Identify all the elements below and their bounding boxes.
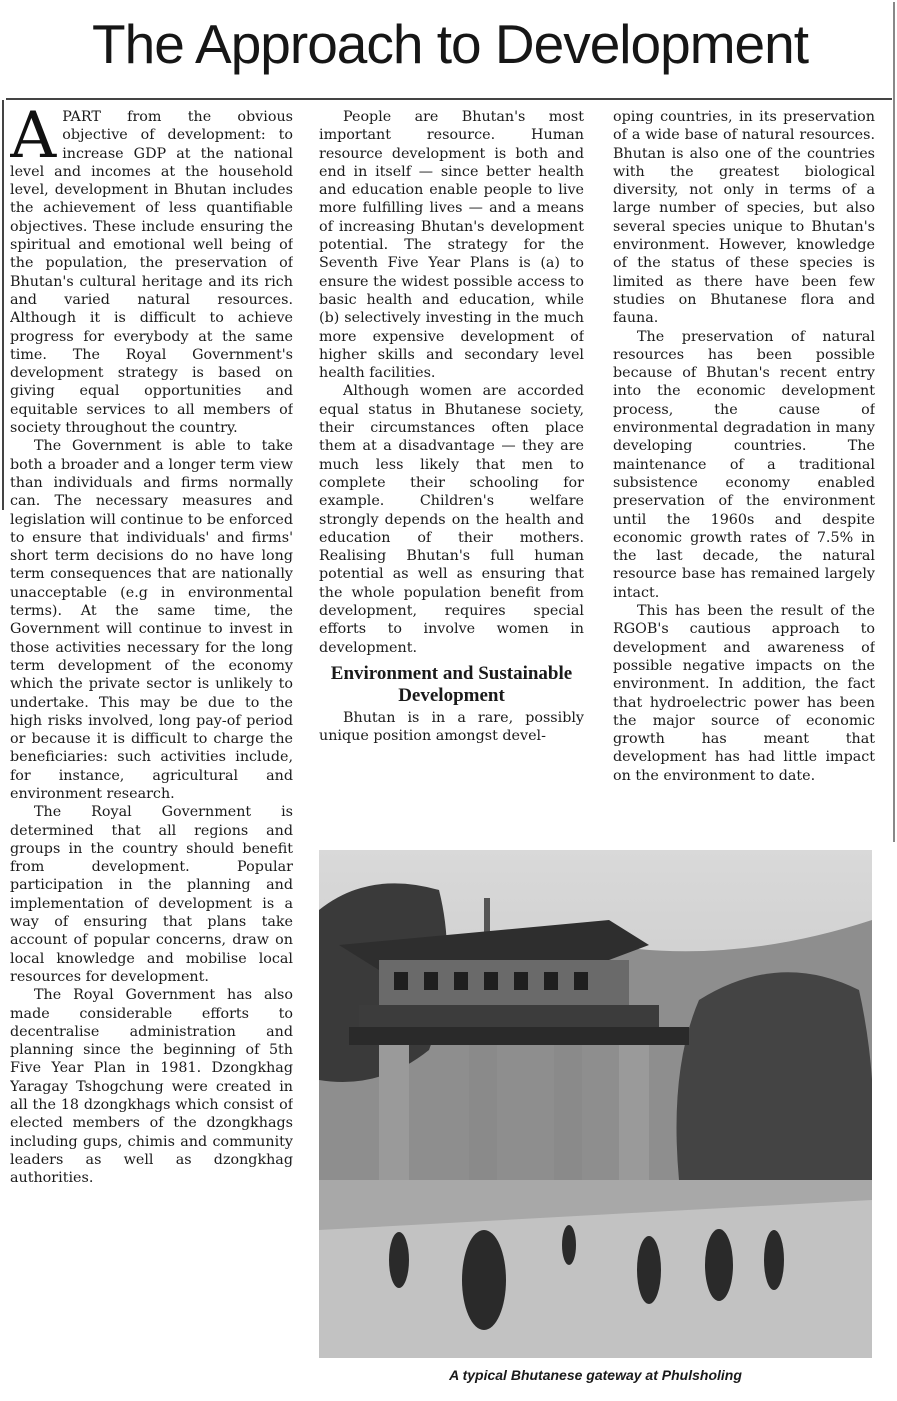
gateway-photo [319,850,872,1358]
article-paragraph: The Royal Government has also made considerable efforts to decentralise administration and planning since the beginning of 5th Five Year Plan in 1981. Dzongkhag Yaragay Tshogchung were created in all the 18 dzongkhags which consist of elected members of the dzongkhags including gups, chimis and community leaders as well as dzongkhag authorities. [10,987,293,1187]
paragraph-text: PART from the obvious objective of development: to increase GDP at the national level and incomes at the household level, development in Bhutan includes the achievement of less quantifiable objectives. These include ensuring the spiritual and emotional well being of the population, the preservation of Bhutan's cultural heritage and its rich and varied natural resources. Although it is difficult to achieve progress for everybody at the same time. The Royal Government's development strategy is based on giving equal opportunities and equitable services to all members of society throughout the country. [10,109,293,437]
left-border [2,100,4,510]
drop-cap: A [10,108,57,173]
article-paragraph: Although women are accorded equal status in Bhutanese society, their circumstances often place them at a disadvantage — they are much less likely that men to complete their schooling for example. Children's welfare strongly depends on the health and education of their mothers. Realising Bhutan's full human potential as well as ensuring that the whole population benefit from development, requires special efforts to involve women in development. [319,383,584,656]
tree-right [677,972,873,1180]
article-paragraph: Bhutan is in a rare, possibly unique position amongst devel- [319,709,584,745]
gateway-frieze [379,960,629,1005]
article-paragraph: The Royal Government is determined that all regions and groups in the country should benefit from development. Popular participation in the planning and implementation of development is a way of ensuring that plans take account of popular concerns, draw on local knowledge and mobilise local resources for development. [10,804,293,985]
article-paragraph: The preservation of natural resources has been possible because of Bhutan's recent entry into the economic development process, the cause of environmental degradation in many developing countries. The maintenance of a traditional subsistence economy enabled preservation of the environment until the 1960s and despite economic growth rates of 7.5% in the last decade, the natural resource base has remained largely intact. [613,328,875,601]
right-border [893,2,895,842]
gateway-photo-drawing [319,850,872,1358]
article-paragraph: oping countries, in its preservation of a wide base of natural resources. Bhutan is also one of the countries with the greatest biological diversity, not only in terms of a large number of species, but also several species unique to Bhutan's environment. However, knowledge of the status of these species is limited as there have been few studies on Bhutanese flora and fauna. [613,109,875,327]
article-paragraph [10,108,293,437]
article-column-1 [10,108,293,1393]
article-paragraph: People are Bhutan's most important resource. Human resource development is both and end in itself — since better health and education enable people to live more fulfilling lives — and a means of increasing Bhutan's development potential. The strategy for the Seventh Five Year Plans is (a) to ensure the widest possible access to basic health and education, while (b) selectively investing in the much more expensive development of higher skills and secondary level health facilities. [319,109,584,382]
section-heading: Environment and Sustainable Development [330,662,573,706]
gateway-beam [349,1027,689,1045]
article-column-3 [613,108,875,838]
article-paragraph: This has been the result of the RGOB's cautious approach to development and awareness of possible negative impacts on the environment. In addition, the fact that hydroelectric power has been the major source of economic growth has meant that development has had little impact on the environment to date. [613,603,875,784]
article-column-2 [319,108,584,835]
photo-caption: A typical Bhutanese gateway at Phulsholing [449,1367,742,1383]
title-rule [6,98,892,100]
article-title: The Approach to Development [92,13,808,75]
article-paragraph: The Government is able to take both a broader and a longer term view than individuals and firms normally can. The necessary measures and legislation will continue to be enforced to ensure that individuals' and firms' short term decisions do no have long term consequences that are nationally unacceptable (e.g in environmental terms). At the same time, the Government will continue to invest in those activities necessary for the long term development of the economy which the private sector is unlikely to undertake. This may be due to the high risks involved, long pay-of period or because it is difficult to charge the beneficiaries: such activities include, for instance, agricultural and environment research. [10,438,293,802]
